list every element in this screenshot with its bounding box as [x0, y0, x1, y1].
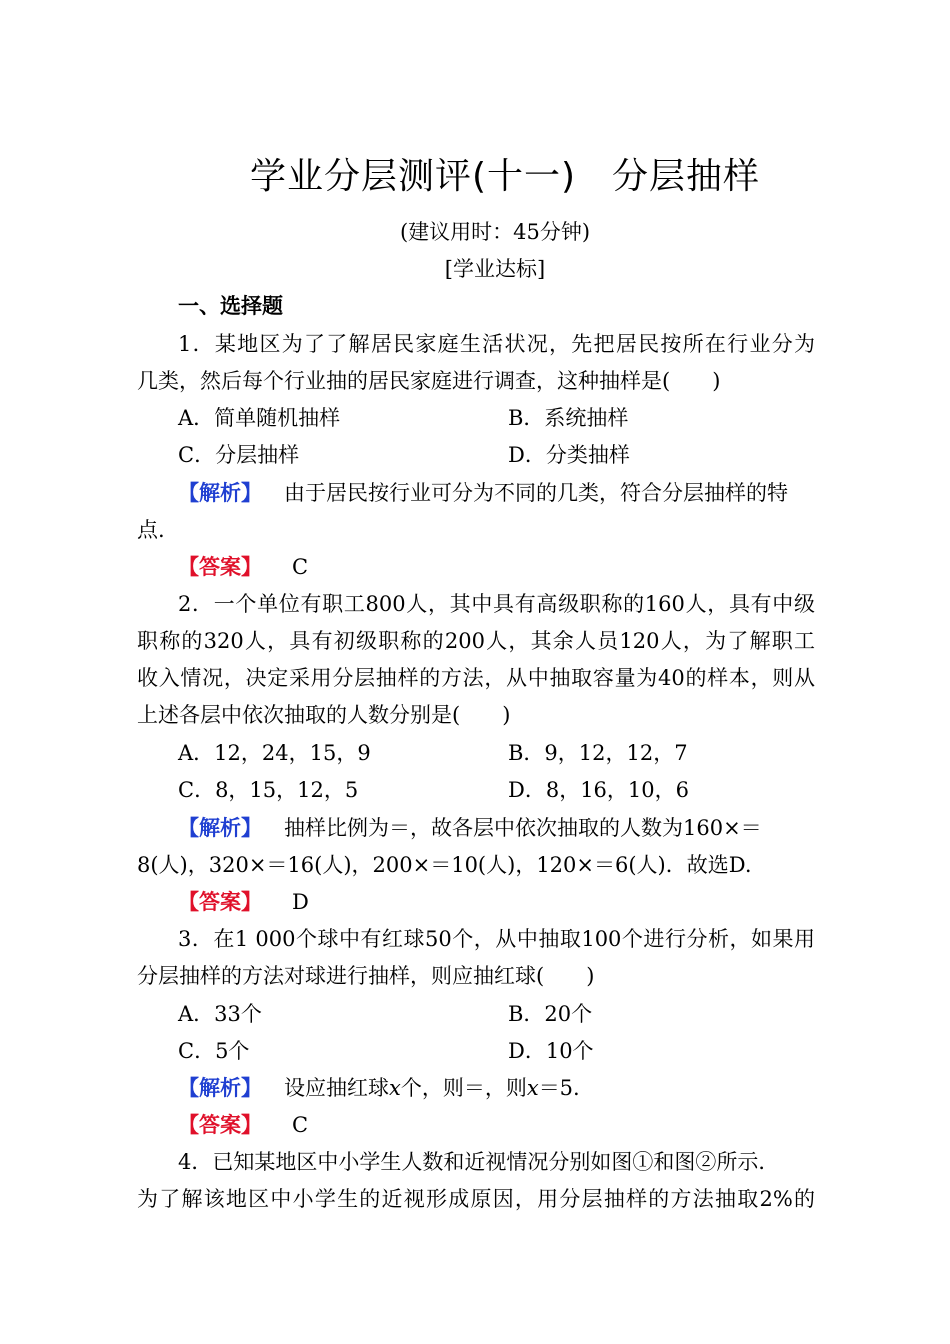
q2-option-d: D．8，16，10，6 — [508, 778, 690, 802]
q3-option-b: B．20个 — [508, 1002, 593, 1026]
q1-option-b: B．系统抽样 — [508, 406, 629, 430]
q1-answer-value: C — [292, 555, 309, 579]
q3-analysis-text-c: ＝5. — [538, 1076, 580, 1100]
q1-line2: 几类，然后每个行业抽的居民家庭进行调查，这种抽样是( ) — [137, 369, 721, 393]
q3-option-a: A．33个 — [178, 1002, 262, 1026]
analysis-label: 【解析】 — [178, 481, 262, 505]
q1-option-d: D．分类抽样 — [508, 443, 630, 467]
q3-analysis-variable: x — [526, 1076, 539, 1100]
q1-analysis-line2: 点. — [137, 518, 165, 542]
q2-option-a: A．12，24，15，9 — [178, 741, 371, 765]
q1-option-c: C．分层抽样 — [178, 443, 300, 467]
q1-option-a: A．简单随机抽样 — [178, 406, 341, 430]
q2-line1: 2．一个单位有职工800人，其中具有高级职称的160人，具有中级 — [178, 592, 815, 616]
q3-answer — [178, 1111, 308, 1139]
title-main: 学业分层测评(十一) — [249, 156, 577, 197]
analysis-label: 【解析】 — [178, 816, 262, 840]
level-heading: [学业达标] — [444, 257, 546, 281]
answer-label: 【答案】 — [178, 555, 262, 579]
section-heading: 一、选择题 — [178, 294, 283, 318]
q3-analysis-text-b: 个，则＝，则 — [400, 1076, 527, 1100]
q1-analysis-text: 由于居民按行业可分为不同的几类，符合分层抽样的特 — [284, 481, 788, 505]
q2-analysis-line2: 8(人)，320×＝16(人)，200×＝10(人)，120×＝6(人)．故选D. — [137, 853, 752, 877]
q4-line1: 4．已知某地区中小学生人数和近视情况分别如图①和图②所示． — [178, 1150, 780, 1174]
title-sub: 分层抽样 — [612, 156, 761, 197]
q2-answer — [178, 888, 309, 916]
q3-answer-value: C — [292, 1113, 309, 1137]
q2-line3: 收入情况，决定采用分层抽样的方法，从中抽取容量为40的样本，则从 — [137, 666, 815, 690]
q1-analysis — [178, 479, 788, 507]
q3-line2: 分层抽样的方法对球进行抽样，则应抽红球( ) — [137, 964, 595, 988]
page-title — [0, 148, 950, 199]
q3-option-c: C．5个 — [178, 1039, 250, 1063]
q3-option-d: D．10个 — [508, 1039, 594, 1063]
q2-line4: 上述各层中依次抽取的人数分别是( ) — [137, 703, 511, 727]
q1-line1: 1．某地区为了了解居民家庭生活状况，先把居民按所在行业分为 — [178, 332, 815, 356]
q3-line1: 3．在1 000个球中有红球50个，从中抽取100个进行分析，如果用 — [178, 927, 815, 951]
q2-analysis — [178, 814, 815, 842]
q2-option-b: B．9，12，12，7 — [508, 741, 688, 765]
q3-analysis — [178, 1074, 580, 1102]
q3-analysis-text-a: 设应抽红球 — [284, 1076, 389, 1100]
answer-label: 【答案】 — [178, 890, 262, 914]
q1-answer — [178, 553, 308, 581]
q2-answer-value: D — [292, 890, 309, 914]
q3-analysis-variable: x — [389, 1076, 401, 1100]
answer-label: 【答案】 — [178, 1113, 262, 1137]
q2-analysis-text: 抽样比例为＝，故各层中依次抽取的人数为160×＝ — [284, 816, 762, 840]
q4-line2: 为了解该地区中小学生的近视形成原因，用分层抽样的方法抽取2%的 — [137, 1187, 815, 1211]
q2-option-c: C．8，15，12，5 — [178, 778, 359, 802]
analysis-label: 【解析】 — [178, 1076, 262, 1100]
q2-line2: 职称的320人，具有初级职称的200人，其余人员120人，为了解职工 — [137, 629, 815, 653]
time-note: (建议用时：45分钟) — [399, 220, 591, 244]
